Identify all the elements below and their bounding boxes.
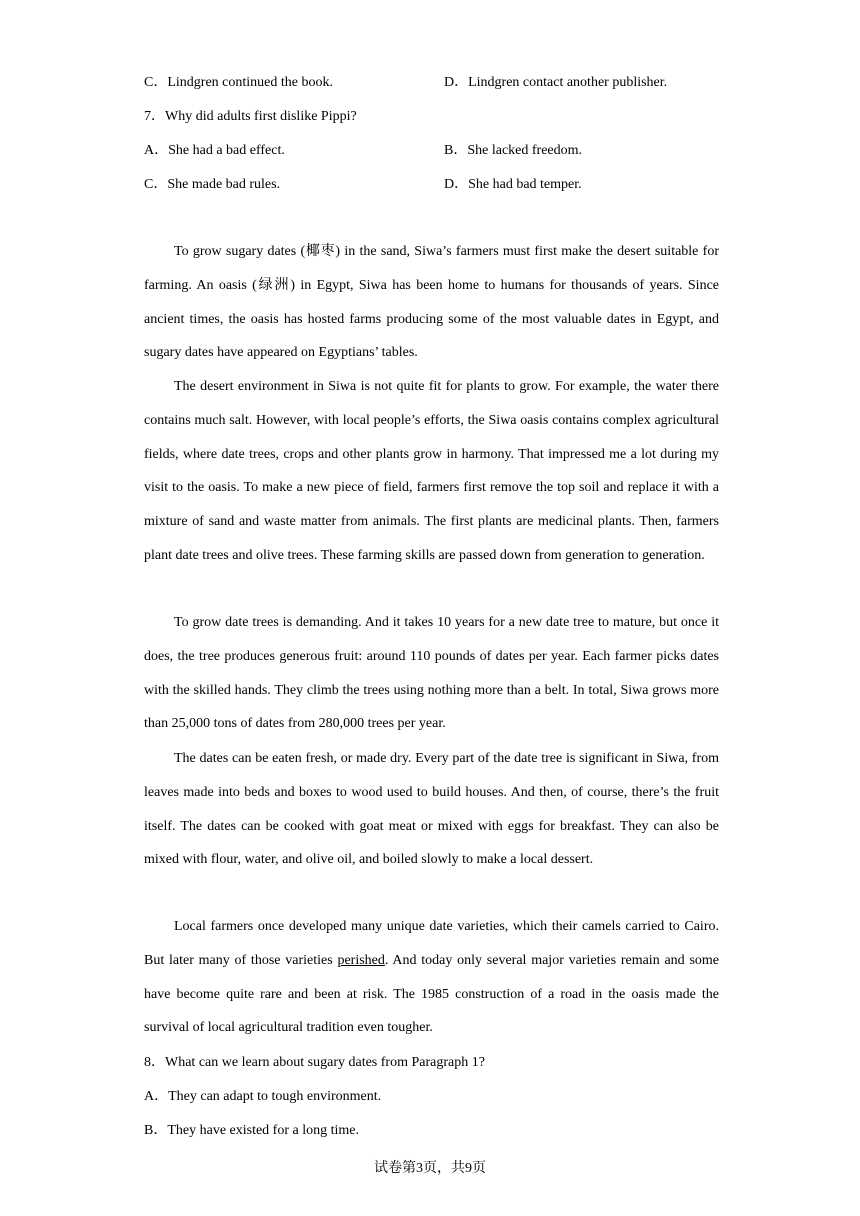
passage-paragraph-4: The dates can be eaten fresh, or made dry. Every part of the date tree is significant in Siwa, from leaves made into beds and boxes to wood used to build houses. And then, of course, there’s the fruit itself. The dates can be cooked with goat meat or mixed with eggs for breakfast. They can also be mixed with flour, water, and olive oil, and boiled slowly to make a local dessert. (144, 751, 719, 868)
q8-option-a[interactable]: A．They can adapt to tough environment. (144, 1089, 382, 1104)
q6-options-row (144, 72, 719, 94)
q7-option-a[interactable]: A．She had a bad effect. (144, 143, 285, 158)
q6-option-d[interactable]: D．Lindgren contact another publisher. (444, 75, 668, 90)
q7-options-row-1 (144, 140, 719, 162)
q7-option-b[interactable]: B．She lacked freedom. (444, 143, 583, 158)
p5-text-before: Local farmers once developed many unique date varieties, which their camels carried to Cairo. But later many of those varieties (144, 919, 719, 968)
q8-stem: 8．What can we learn about sugary dates from Paragraph 1? (144, 1055, 485, 1070)
q7-stem: 7．Why did adults first dislike Pippi? (144, 109, 357, 124)
q7-options-row-2 (144, 174, 719, 196)
passage-paragraph-1: To grow sugary dates (椰枣) in the sand, Siwa’s farmers must first make the desert suitable for farming. An oasis (绿洲) in Egypt, Siwa has been home to humans for thousands of years. Since ancient times, the oasis has hosted farms producing some of the most valuable dates in Egypt, and sugary dates have appeared on Egyptians’ tables. (144, 244, 719, 361)
q8-option-b[interactable]: B．They have existed for a long time. (144, 1123, 359, 1138)
page-footer: 试卷第3页，共9页 (374, 1161, 486, 1176)
vocab-word-perished: perished (337, 952, 385, 968)
q7-option-d[interactable]: D．She had bad temper. (444, 177, 582, 192)
passage-paragraph-3: To grow date trees is demanding. And it takes 10 years for a new date tree to mature, but once it does, the tree produces generous fruit: around 110 pounds of dates per year. Each farmer picks dates with the skilled hands. They climb the trees using nothing more than a belt. In total, Siwa grows more than 25,000 tons of dates from 280,000 trees per year. (144, 615, 719, 732)
passage-paragraph-2: The desert environment in Siwa is not quite fit for plants to grow. For example, the water there contains much salt. However, with local people’s efforts, the Siwa oasis contains complex agricultural fields, where date trees, crops and other plants grow in harmony. That impressed me a lot during my visit to the oasis. To make a new piece of field, farmers first remove the top soil and replace it with a mixture of sand and waste matter from animals. The first plants are medicinal plants. Then, farmers plant date trees and olive trees. These farming skills are passed down from generation to generation. (144, 379, 719, 563)
passage-paragraph-5 (144, 910, 719, 1045)
p5-text-after: . And today only several major varieties remain and some have become quite rare and been at risk. The 1985 construction of a road in the oasis made the survival of local agricultural tradition even tougher. (144, 952, 719, 1036)
q7-option-c[interactable]: C．She made bad rules. (144, 177, 281, 192)
q6-option-c[interactable]: C．Lindgren continued the book. (144, 75, 333, 90)
